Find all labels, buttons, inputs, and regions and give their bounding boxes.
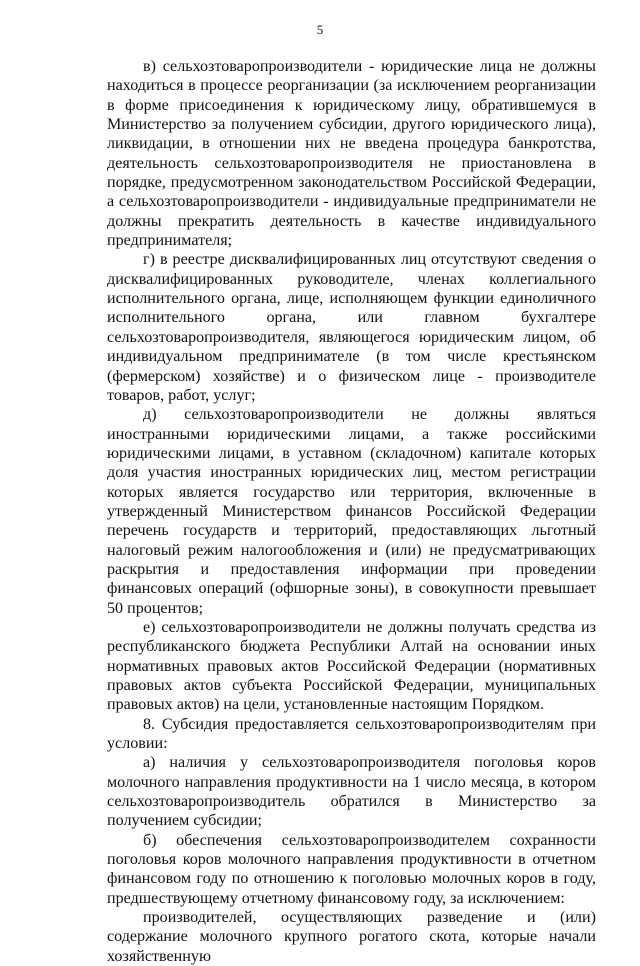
document-body: [107, 57, 596, 966]
paragraph-8b: б) обеспечения сельхозтоваропроизводителем сохранности поголовья коров молочного направления продуктивности в отчетном финансовом году по отношению к поголовью молочных коров в году, предшествующему отчетному финансовому году, за исключением:: [107, 831, 596, 907]
page-number: 5: [316, 22, 324, 37]
paragraph-8: 8. Субсидия предоставляется сельхозтоваропроизводителям при условии:: [107, 715, 596, 753]
paragraph-g: г) в реестре дисквалифицированных лиц отсутствуют сведения о дисквалифицированных руководителе, членах коллегиального исполнительного органа, лице, исполняющем функции единоличного исполнительного органа, или главном бухгалтере сельхозтоваропроизводителя, являющегося юридическим лицом, об индивидуальном предпринимателе (в том числе крестьянском (фермерском) хозяйстве) и о физическом лице - производителе товаров, работ, услуг;: [107, 251, 596, 404]
paragraph-producers: производителей, осуществляющих разведение и (или) содержание молочного крупного рогатого скота, которые начали хозяйственную: [107, 909, 596, 965]
paragraph-8a: а) наличия у сельхозтоваропроизводителя поголовья коров молочного направления продуктивности на 1 число месяца, в котором сельхозтоваропроизводитель обратился в Министерство за получением субсидии;: [107, 754, 596, 830]
paragraph-e: е) сельхозтоваропроизводители не должны получать средства из республиканского бюджета Республики Алтай на основании иных нормативных правовых актов Российской Федерации (нормативных правовых актов субъекта Российской Федерации, муниципальных правовых актов) на цели, установленные настоящим Порядком.: [107, 618, 596, 714]
paragraph-v: в) сельхозтоваропроизводители - юридические лица не должны находиться в процессе реорганизации (за исключением реорганизации в форме присоединения к юридическому лицу, обратившемуся в Министерство за получением субсидии, другого юридического лица), ликвидации, в отношении них не введена процедура банкротства, деятельность сельхозтоваропроизводителя не приостановлена в порядке, предусмотренном законодательством Российской Федерации, а сельхозтоваропроизводители - индивидуальные предприниматели не должны прекратить деятельность в качестве индивидуального предпринимателя;: [107, 58, 596, 250]
paragraph-d: д) сельхозтоваропроизводители не должны являться иностранными юридическими лицами, а также российскими юридическими лицами, в уставном (складочном) капитале которых доля участия иностранных юридических лиц, местом регистрации которых является государство или территория, включенные в утвержденный Министерством финансов Российской Федерации перечень государств и территорий, предоставляющих льготный налоговый режим налогообложения и (или) не предусматривающих раскрытия и предоставления информации при проведении финансовых операций (офшорные зоны), в совокупности превышает 50 процентов;: [107, 406, 596, 617]
